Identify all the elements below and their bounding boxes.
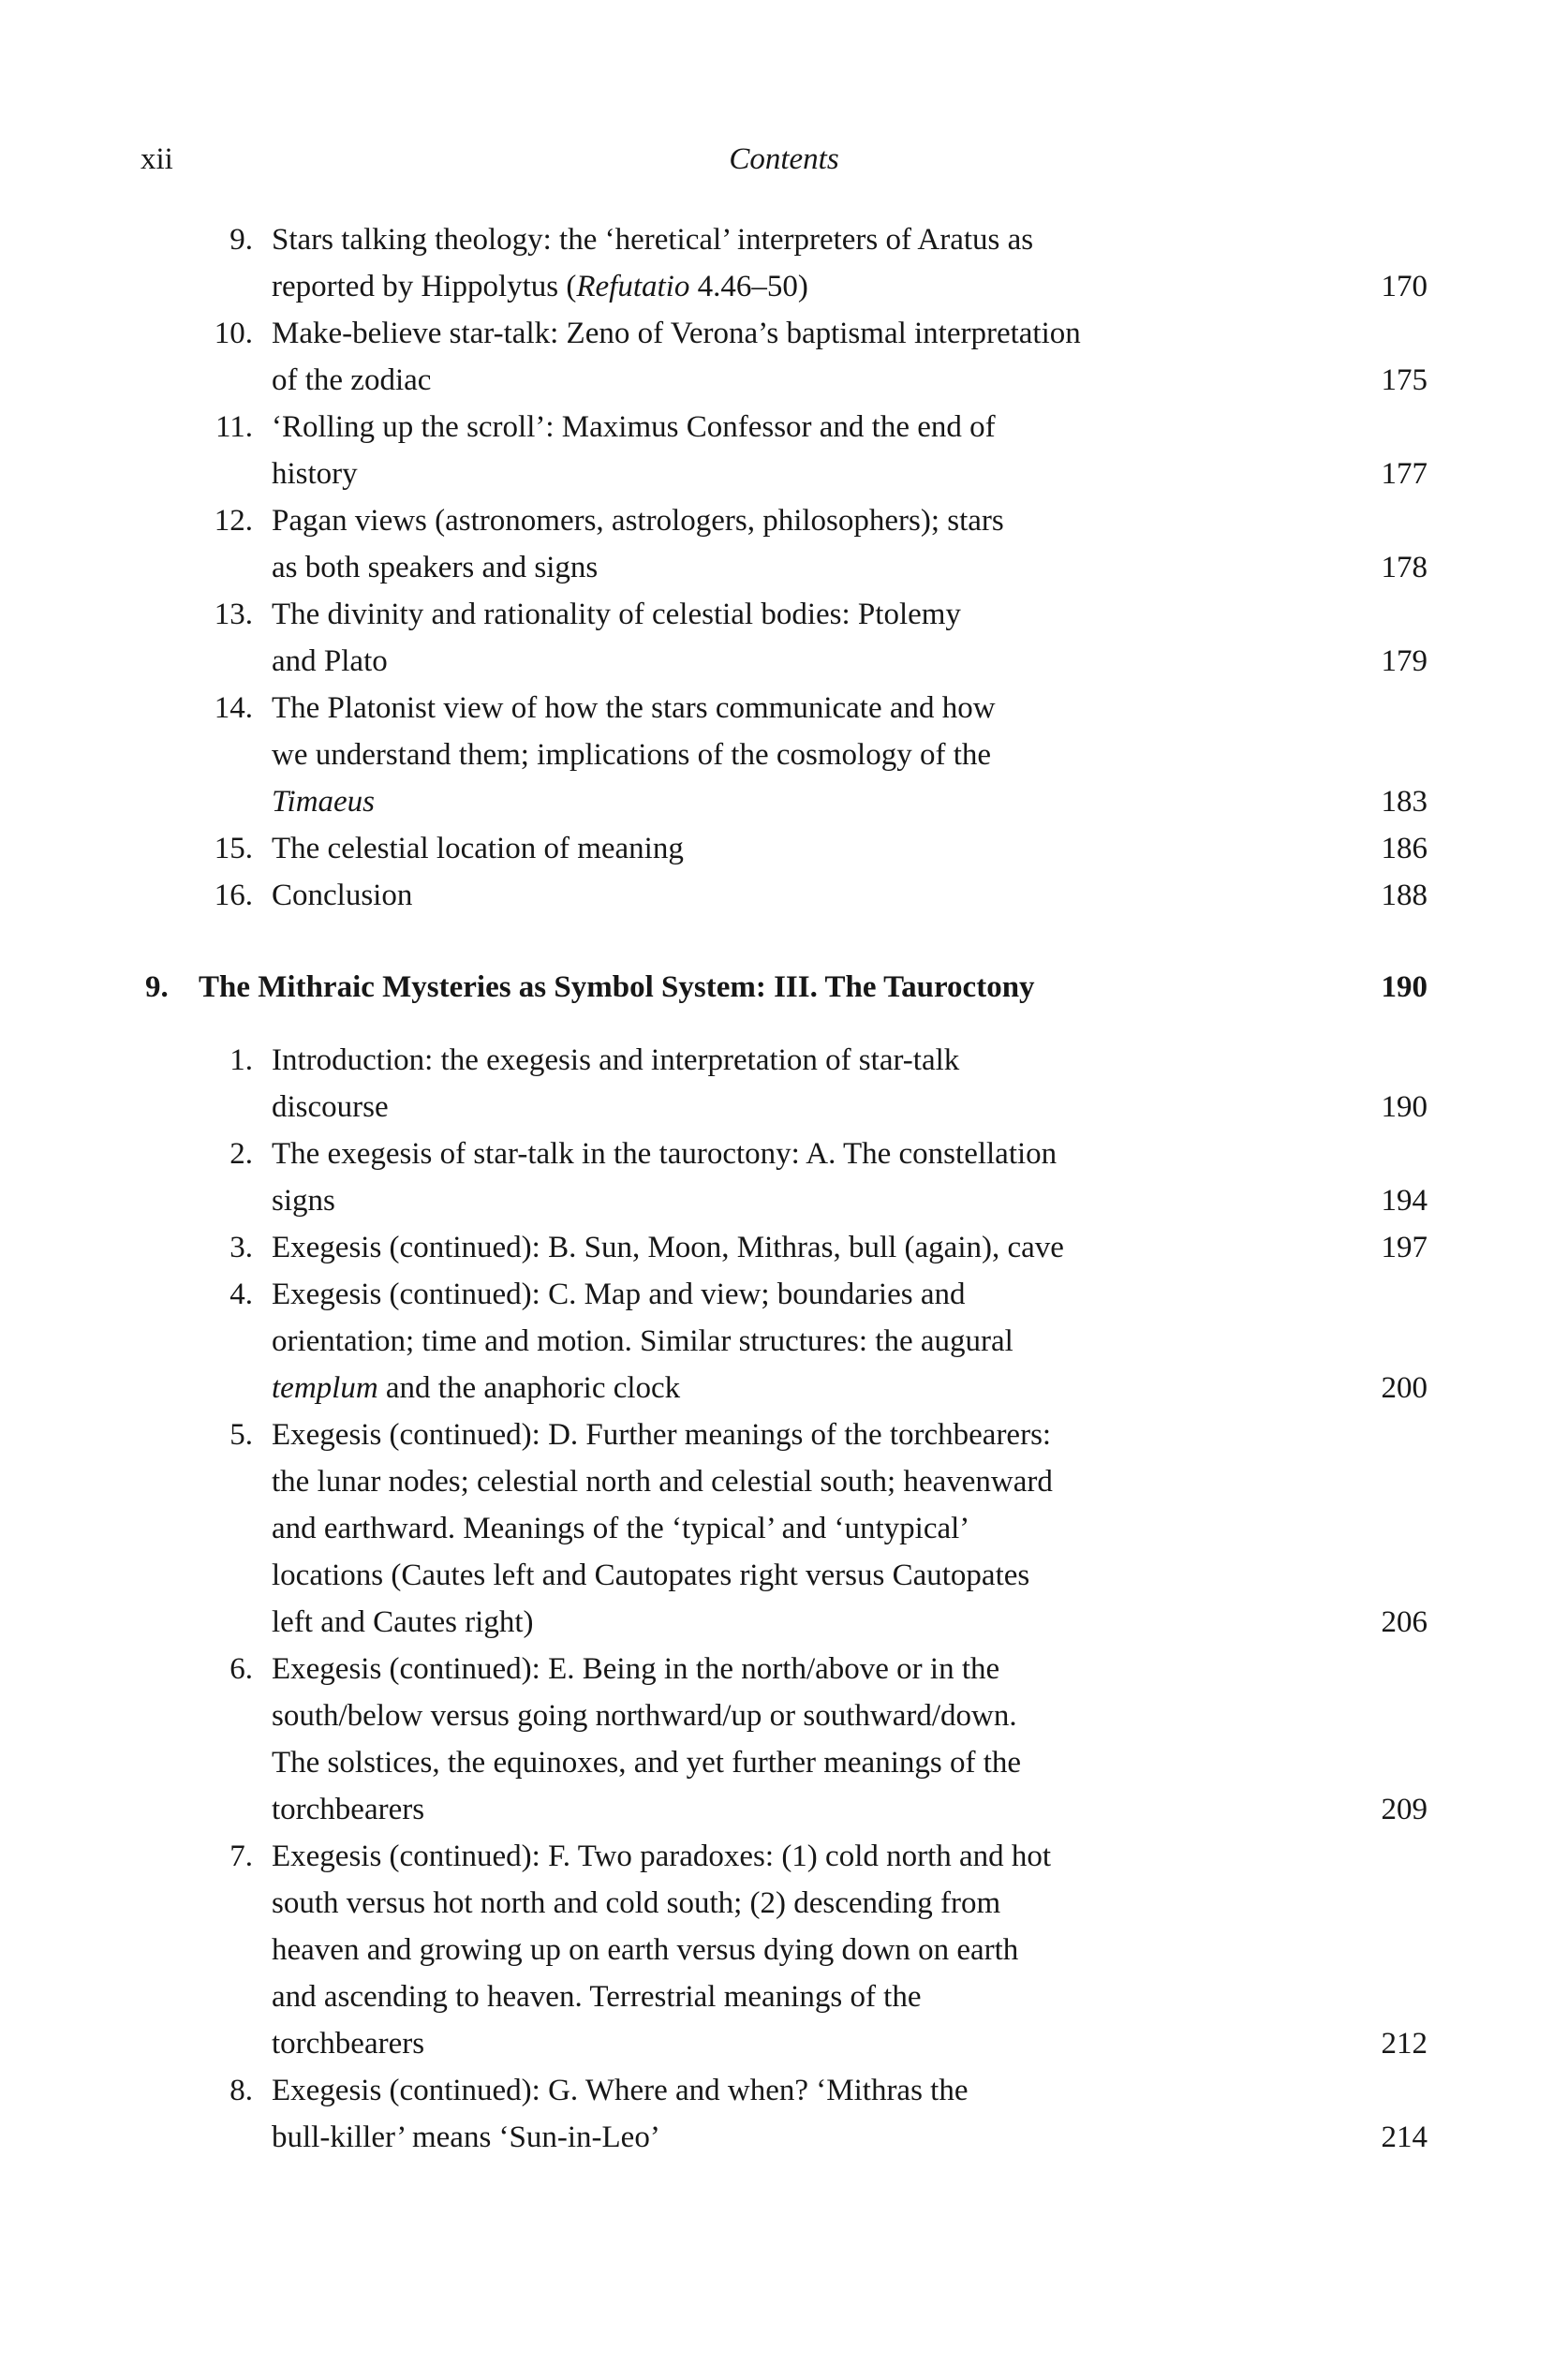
toc-entry — [141, 216, 1427, 310]
entry-text — [253, 1084, 1353, 1130]
chapter-heading — [141, 964, 1427, 1011]
toc-entry — [141, 497, 1427, 591]
entry-text-segment: Introduction: the exegesis and interpretation of star-talk — [272, 1043, 960, 1077]
page-number: 209 — [1381, 1793, 1427, 1826]
toc-entry — [141, 685, 1427, 825]
toc-line — [141, 451, 1427, 497]
toc-line — [141, 1552, 1427, 1599]
page-number: 190 — [1381, 1090, 1427, 1124]
page-number: 206 — [1381, 1605, 1427, 1639]
toc — [141, 216, 1427, 2161]
entry-text — [253, 1411, 1353, 1458]
entry-text-segment: history — [272, 457, 358, 491]
toc-line — [141, 263, 1427, 310]
toc-entry — [141, 825, 1427, 872]
entry-text-segment: and earthward. Meanings of the ‘typical’ and ‘untypical’ — [272, 1512, 970, 1545]
entry-text — [253, 1365, 1353, 1411]
entry-text-segment: Exegesis (continued): E. Being in the north/above or in the — [272, 1652, 1000, 1686]
toc-line — [141, 1692, 1427, 1739]
toc-line — [141, 1786, 1427, 1833]
toc-line — [141, 1177, 1427, 1224]
entry-text-segment: and the anaphoric clock — [377, 1371, 681, 1405]
entry-number: 12. — [214, 504, 253, 538]
toc-line — [141, 591, 1427, 638]
entry-text — [253, 2020, 1353, 2067]
entry-text — [253, 872, 1353, 919]
entry-number: 10. — [214, 317, 253, 350]
toc-entry — [141, 1224, 1427, 1271]
entry-text-segment: Conclusion — [272, 879, 413, 912]
toc-line — [141, 825, 1427, 872]
toc-line — [141, 1037, 1427, 1084]
entry-text-segment: Exegesis (continued): G. Where and when? ‘Mithras the — [272, 2074, 969, 2107]
entry-number: 2. — [229, 1137, 253, 1171]
entry-text-segment: The exegesis of star-talk in the tauroctony: A. The constellation — [272, 1137, 1058, 1171]
entry-text — [253, 778, 1353, 825]
toc-line — [141, 544, 1427, 591]
page-number: 194 — [1381, 1184, 1427, 1218]
toc-line — [141, 1739, 1427, 1786]
entry-text-segment: south versus hot north and cold south; (2) descending from — [272, 1886, 1001, 1920]
chapter-title: The Mithraic Mysteries as Symbol System: III. The Tauroctony — [199, 970, 1035, 1004]
page-number: 178 — [1381, 551, 1427, 584]
entry-text-segment: and ascending to heaven. Terrestrial meanings of the — [272, 1980, 922, 2014]
entry-text — [253, 310, 1353, 357]
entry-text — [253, 2067, 1353, 2114]
entry-text-segment: Timaeus — [272, 785, 376, 819]
toc-line — [141, 357, 1427, 404]
entry-text-segment: left and Cautes right) — [272, 1605, 534, 1639]
entry-text-segment: Exegesis (continued): F. Two paradoxes: (1) cold north and hot — [272, 1840, 1052, 1873]
entry-number: 14. — [214, 691, 253, 725]
entry-number: 9. — [229, 223, 253, 257]
entry-text-segment: south/below versus going northward/up or southward/down. — [272, 1699, 1017, 1733]
entry-text-segment: torchbearers — [272, 1793, 425, 1826]
entry-text — [253, 1177, 1353, 1224]
toc-line — [141, 1318, 1427, 1365]
entry-text — [253, 216, 1353, 263]
entry-text — [253, 1505, 1353, 1552]
entry-text-segment: Refutatio — [576, 270, 690, 303]
page-header — [141, 136, 1427, 183]
toc-line — [141, 1833, 1427, 1880]
entry-text — [253, 1458, 1353, 1505]
entry-text — [253, 1880, 1353, 1927]
page-number: 188 — [1381, 879, 1427, 912]
toc-line — [141, 1646, 1427, 1692]
entry-text — [253, 1318, 1353, 1365]
entry-text-segment: discourse — [272, 1090, 389, 1124]
entry-text — [253, 1224, 1353, 1271]
entry-text-segment: orientation; time and motion. Similar structures: the augural — [272, 1324, 1013, 1358]
entry-text-segment: heaven and growing up on earth versus dying down on earth — [272, 1933, 1019, 1967]
page-number: 190 — [1381, 970, 1427, 1004]
entry-text — [253, 731, 1353, 778]
entry-text-segment: and Plato — [272, 644, 388, 678]
entry-text — [253, 1739, 1353, 1786]
entry-number: 16. — [214, 879, 253, 912]
entry-text-segment: Stars talking theology: the ‘heretical’ interpreters of Aratus as — [272, 223, 1034, 257]
entry-text-segment: templum — [272, 1371, 378, 1405]
toc-line — [141, 1365, 1427, 1411]
page-number: 200 — [1381, 1371, 1427, 1405]
page-number: 212 — [1381, 2027, 1427, 2061]
toc-line — [141, 1224, 1427, 1271]
entry-text-segment: The divinity and rationality of celestial bodies: Ptolemy — [272, 598, 961, 631]
toc-line — [141, 778, 1427, 825]
entry-number: 11. — [214, 410, 253, 444]
page-number: 197 — [1381, 1231, 1427, 1264]
entry-text — [253, 825, 1353, 872]
entry-text — [253, 1646, 1353, 1692]
page-number: 179 — [1381, 644, 1427, 678]
page-number: 177 — [1381, 457, 1427, 491]
entry-text — [253, 404, 1353, 451]
entry-text — [253, 1271, 1353, 1318]
toc-line — [141, 2114, 1427, 2161]
toc-line — [141, 497, 1427, 544]
toc-line — [141, 1458, 1427, 1505]
entry-text-segment: The celestial location of meaning — [272, 832, 684, 865]
entry-text — [253, 1833, 1353, 1880]
page-number: 186 — [1381, 832, 1427, 865]
running-head: Contents — [729, 142, 839, 176]
entry-text-segment: locations (Cautes left and Cautopates right versus Cautopates — [272, 1559, 1030, 1592]
entry-text-segment: ‘Rolling up the scroll’: Maximus Confessor and the end of — [272, 410, 996, 444]
entry-text-segment: Exegesis (continued): C. Map and view; boundaries and — [272, 1278, 966, 1311]
toc-line — [141, 1130, 1427, 1177]
toc-entry — [141, 1646, 1427, 1833]
toc-entry — [141, 872, 1427, 919]
toc-line — [141, 1927, 1427, 1973]
entry-text — [253, 2114, 1353, 2161]
toc-entry — [141, 1037, 1427, 1130]
entry-text-segment: we understand them; implications of the cosmology of the — [272, 738, 992, 772]
entry-text-segment: Pagan views (astronomers, astrologers, philosophers); stars — [272, 504, 1004, 538]
entry-number: 1. — [229, 1043, 253, 1077]
entry-text — [253, 685, 1353, 731]
toc-line — [141, 2020, 1427, 2067]
page-number: 214 — [1381, 2120, 1427, 2154]
toc-entry — [141, 1411, 1427, 1646]
toc-entry — [141, 310, 1427, 404]
toc-entry — [141, 1130, 1427, 1224]
entry-text — [253, 1786, 1353, 1833]
toc-line — [141, 731, 1427, 778]
chapter-number: 9. — [145, 970, 169, 1004]
entry-text — [253, 1927, 1353, 1973]
entry-text-segment: bull-killer’ means ‘Sun-in-Leo’ — [272, 2120, 660, 2154]
entry-text-segment: 4.46–50) — [689, 270, 808, 303]
entry-text-segment: reported by Hippolytus ( — [272, 270, 577, 303]
page-number: 170 — [1381, 270, 1427, 303]
page-number: 175 — [1381, 363, 1427, 397]
toc-line — [141, 1084, 1427, 1130]
toc-entry — [141, 591, 1427, 685]
entry-number: 6. — [229, 1652, 253, 1686]
entry-number: 8. — [229, 2074, 253, 2107]
entry-text — [253, 1599, 1353, 1646]
toc-line — [141, 2067, 1427, 2114]
entry-text — [253, 1037, 1353, 1084]
toc-entry — [141, 1833, 1427, 2067]
entry-text — [253, 1130, 1353, 1177]
page-number: 183 — [1381, 785, 1427, 819]
entry-text-segment: Make-believe star-talk: Zeno of Verona’s baptismal interpretation — [272, 317, 1081, 350]
toc-entry — [141, 404, 1427, 497]
entry-text-segment: The solstices, the equinoxes, and yet further meanings of the — [272, 1746, 1022, 1780]
toc-line — [141, 310, 1427, 357]
entry-text — [253, 591, 1353, 638]
entry-text-segment: of the zodiac — [272, 363, 432, 397]
entry-text — [253, 497, 1353, 544]
entry-number: 5. — [229, 1418, 253, 1452]
toc-line — [141, 1505, 1427, 1552]
entry-text — [253, 544, 1353, 591]
entry-number: 13. — [214, 598, 253, 631]
toc-line — [141, 1973, 1427, 2020]
toc-line — [141, 216, 1427, 263]
entry-text — [253, 638, 1353, 685]
toc-line — [141, 685, 1427, 731]
entry-number: 4. — [229, 1278, 253, 1311]
entry-text-segment: torchbearers — [272, 2027, 425, 2061]
entry-text-segment: signs — [272, 1184, 335, 1218]
entry-text-segment: Exegesis (continued): D. Further meanings of the torchbearers: — [272, 1418, 1052, 1452]
page-folio: xii — [141, 142, 173, 176]
entry-number: 3. — [229, 1231, 253, 1264]
toc-line — [141, 1599, 1427, 1646]
entry-text — [253, 1692, 1353, 1739]
toc-line — [141, 1411, 1427, 1458]
entry-text — [253, 1552, 1353, 1599]
entry-number: 7. — [229, 1840, 253, 1873]
toc-line — [141, 1880, 1427, 1927]
toc-entry — [141, 1271, 1427, 1411]
entry-text — [253, 263, 1353, 310]
toc-line — [141, 872, 1427, 919]
entry-text — [253, 451, 1353, 497]
toc-entry — [141, 2067, 1427, 2161]
entry-text-segment: as both speakers and signs — [272, 551, 599, 584]
toc-line — [141, 638, 1427, 685]
entry-text — [253, 1973, 1353, 2020]
toc-line — [141, 1271, 1427, 1318]
entry-text-segment: The Platonist view of how the stars communicate and how — [272, 691, 996, 725]
entry-number: 15. — [214, 832, 253, 865]
toc-line — [141, 404, 1427, 451]
entry-text-segment: Exegesis (continued): B. Sun, Moon, Mithras, bull (again), cave — [272, 1231, 1064, 1264]
entry-text-segment: the lunar nodes; celestial north and celestial south; heavenward — [272, 1465, 1053, 1499]
entry-text — [253, 357, 1353, 404]
